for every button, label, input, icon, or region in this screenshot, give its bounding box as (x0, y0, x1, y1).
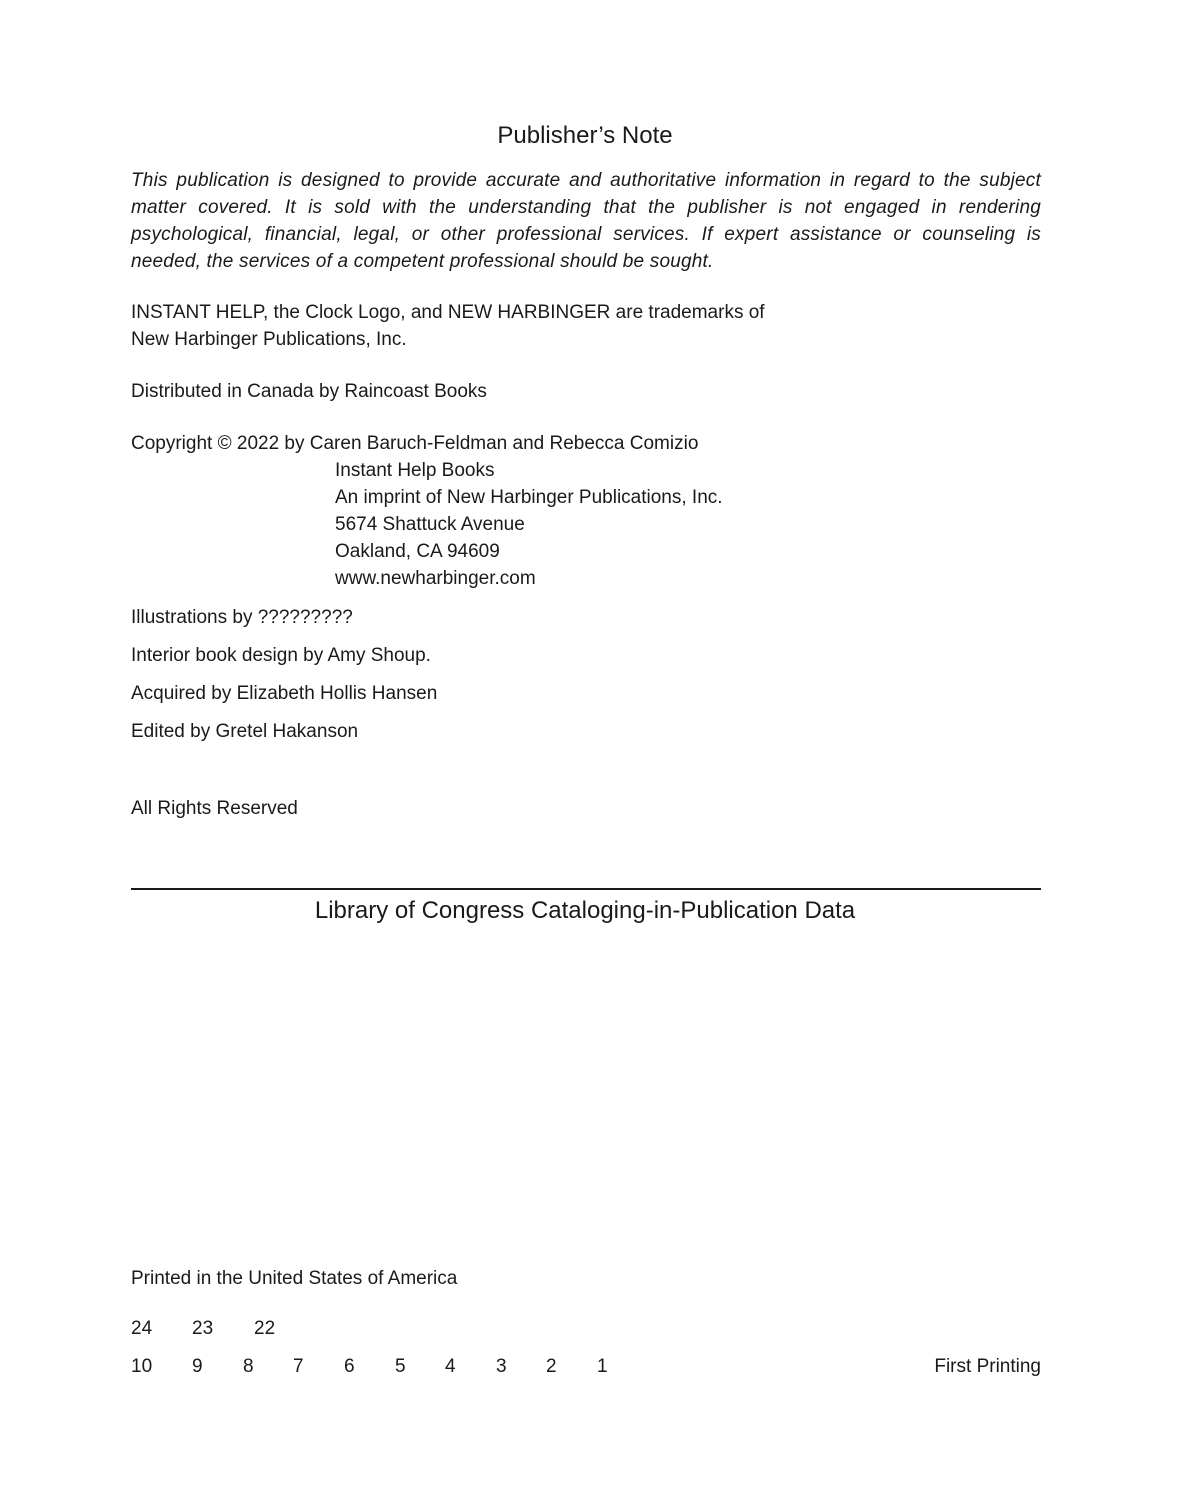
printing-number: 8 (243, 1356, 254, 1377)
printing-number: 1 (597, 1356, 608, 1377)
publisher-website: www.newharbinger.com (335, 568, 536, 589)
acquired-credit: Acquired by Elizabeth Hollis Hansen (131, 683, 438, 704)
address-line: Oakland, CA 94609 (335, 541, 500, 562)
publishers-note-body: This publication is designed to provide accurate and authoritative information in regard to the subject matter covered. It is sold with the understanding that the publisher is not engaged in rendering psychological, financial, legal, or other professional services. If expert assistance or counseling is needed, the services of a competent professional should be sought. (131, 170, 1041, 272)
cip-heading: Library of Congress Cataloging-in-Publication Data (314, 897, 856, 924)
trademarks-line-1: INSTANT HELP, the Clock Logo, and NEW HARBINGER are trademarks of (131, 302, 765, 323)
address-line: Instant Help Books (335, 460, 495, 481)
distribution-line: Distributed in Canada by Raincoast Books (131, 381, 487, 402)
illustrations-credit: Illustrations by ????????? (131, 607, 353, 628)
printing-number: 2 (546, 1356, 557, 1377)
section-divider (131, 888, 1041, 890)
address-line: 5674 Shattuck Avenue (335, 514, 525, 535)
printing-year: 22 (254, 1318, 276, 1339)
printing-number: 9 (192, 1356, 203, 1377)
design-credit: Interior book design by Amy Shoup. (131, 645, 431, 666)
address-line: An imprint of New Harbinger Publications, Inc. (335, 487, 723, 508)
printing-year: 23 (192, 1318, 214, 1339)
printed-in-line: Printed in the United States of America (131, 1268, 458, 1289)
rights-statement: All Rights Reserved (131, 798, 298, 819)
first-printing-label: First Printing (934, 1356, 1041, 1377)
trademarks-line-2: New Harbinger Publications, Inc. (131, 329, 407, 350)
copyright-line: Copyright © 2022 by Caren Baruch-Feldman and Rebecca Comizio (131, 433, 699, 454)
printing-number: 5 (395, 1356, 406, 1377)
edited-credit: Edited by Gretel Hakanson (131, 721, 359, 742)
printing-number: 3 (496, 1356, 507, 1377)
publishers-note-title: Publisher’s Note (497, 122, 673, 149)
printing-number: 10 (131, 1356, 153, 1377)
printing-number: 6 (344, 1356, 355, 1377)
printing-number: 7 (293, 1356, 304, 1377)
printing-year: 24 (131, 1318, 153, 1339)
printing-number: 4 (445, 1356, 456, 1377)
